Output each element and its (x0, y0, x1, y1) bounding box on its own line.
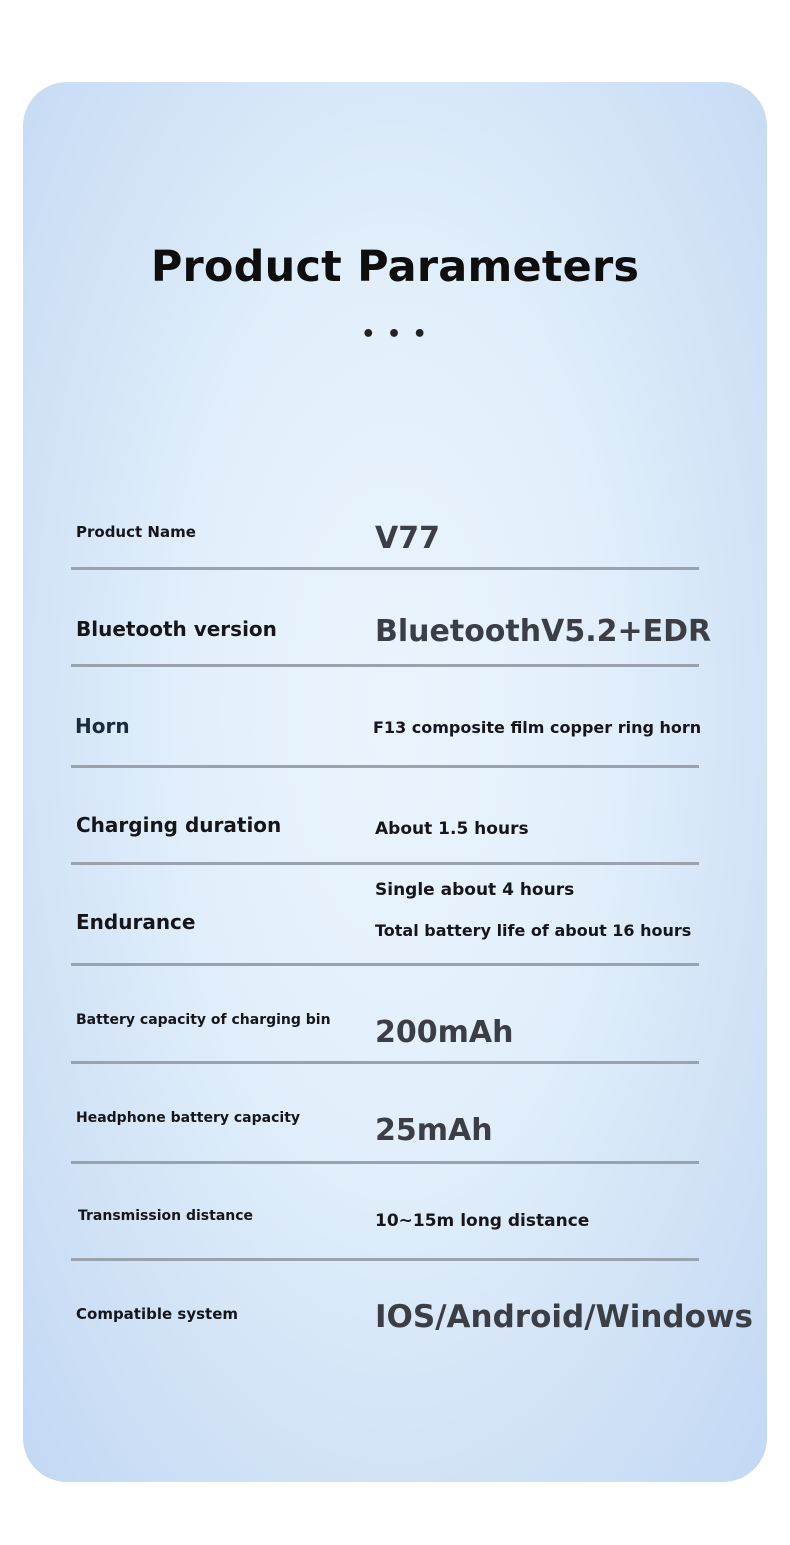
row-divider (71, 765, 699, 768)
param-label: Endurance (76, 910, 196, 934)
param-value: IOS/Android/Windows (375, 1299, 753, 1335)
param-value: F13 composite film copper ring horn (373, 718, 702, 737)
row-divider (71, 862, 699, 865)
parameters-card (23, 82, 767, 1482)
ellipsis-decoration: • • • (361, 322, 429, 347)
param-value: V77 (375, 521, 440, 556)
param-label: Battery capacity of charging bin (76, 1012, 331, 1028)
row-divider (71, 664, 699, 667)
param-label: Product Name (76, 523, 196, 541)
row-divider (71, 963, 699, 966)
param-value: 25mAh (375, 1113, 493, 1148)
row-divider (71, 567, 699, 570)
row-divider (71, 1061, 699, 1064)
param-label: Charging duration (76, 813, 282, 837)
param-label: Bluetooth version (76, 617, 277, 641)
param-label: Compatible system (76, 1305, 238, 1323)
param-label: Headphone battery capacity (76, 1110, 301, 1126)
param-value: 10~15m long distance (375, 1211, 590, 1231)
param-value: 200mAh (375, 1015, 514, 1050)
row-divider (71, 1161, 699, 1164)
param-value-secondary: Total battery life of about 16 hours (375, 921, 692, 940)
param-label: Transmission distance (78, 1208, 254, 1224)
param-value: Single about 4 hours (375, 880, 575, 900)
param-value: About 1.5 hours (375, 819, 529, 839)
page-title: Product Parameters (150, 242, 640, 292)
row-divider (71, 1258, 699, 1261)
param-label: Horn (75, 714, 130, 738)
param-value: BluetoothV5.2+EDR (375, 614, 712, 649)
